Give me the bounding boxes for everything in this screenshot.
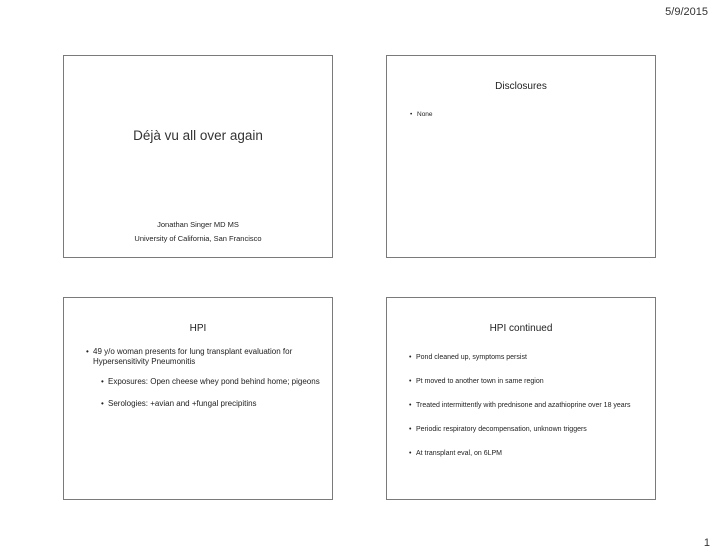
list-item-text: 49 y/o woman presents for lung transplant evaluation for Hypersensitivity Pneumonitis bbox=[93, 347, 293, 366]
slide-heading: HPI bbox=[189, 323, 207, 334]
list-item: • Pond cleaned up, symptoms persist bbox=[409, 353, 649, 362]
page-date: 5/9/2015 bbox=[665, 6, 708, 18]
slide-author-block bbox=[64, 218, 332, 246]
list-item: • Pt moved to another town in same region bbox=[409, 377, 649, 386]
sub-bullet-list bbox=[101, 377, 326, 409]
slide-hpi bbox=[63, 297, 333, 500]
sub-list-item: • Serologies: +avian and +fungal precipitins bbox=[101, 399, 326, 409]
slide-heading: HPI continued bbox=[489, 323, 553, 334]
slide-title bbox=[63, 55, 333, 258]
bullet-list bbox=[86, 347, 326, 421]
slide-title-text: Déjà vu all over again bbox=[133, 128, 263, 143]
list-item: • None bbox=[410, 111, 433, 118]
author-name: Jonathan Singer MD MS bbox=[157, 220, 239, 229]
list-item: • Periodic respiratory decompensation, unknown triggers bbox=[409, 425, 649, 434]
list-item: • Treated intermittently with prednisone and azathioprine over 18 years bbox=[409, 401, 649, 410]
bullet-list bbox=[410, 111, 433, 118]
slide-hpi-continued bbox=[386, 297, 656, 500]
list-item bbox=[86, 347, 326, 409]
list-item: • At transplant eval, on 6LPM bbox=[409, 449, 649, 458]
author-affiliation: University of California, San Francisco bbox=[134, 234, 262, 243]
slide-disclosures bbox=[386, 55, 656, 258]
bullet-list bbox=[409, 353, 649, 473]
slide-heading: Disclosures bbox=[495, 81, 547, 92]
page-number: 1 bbox=[703, 537, 710, 549]
sub-list-item: • Exposures: Open cheese whey pond behind home; pigeons bbox=[101, 377, 326, 387]
